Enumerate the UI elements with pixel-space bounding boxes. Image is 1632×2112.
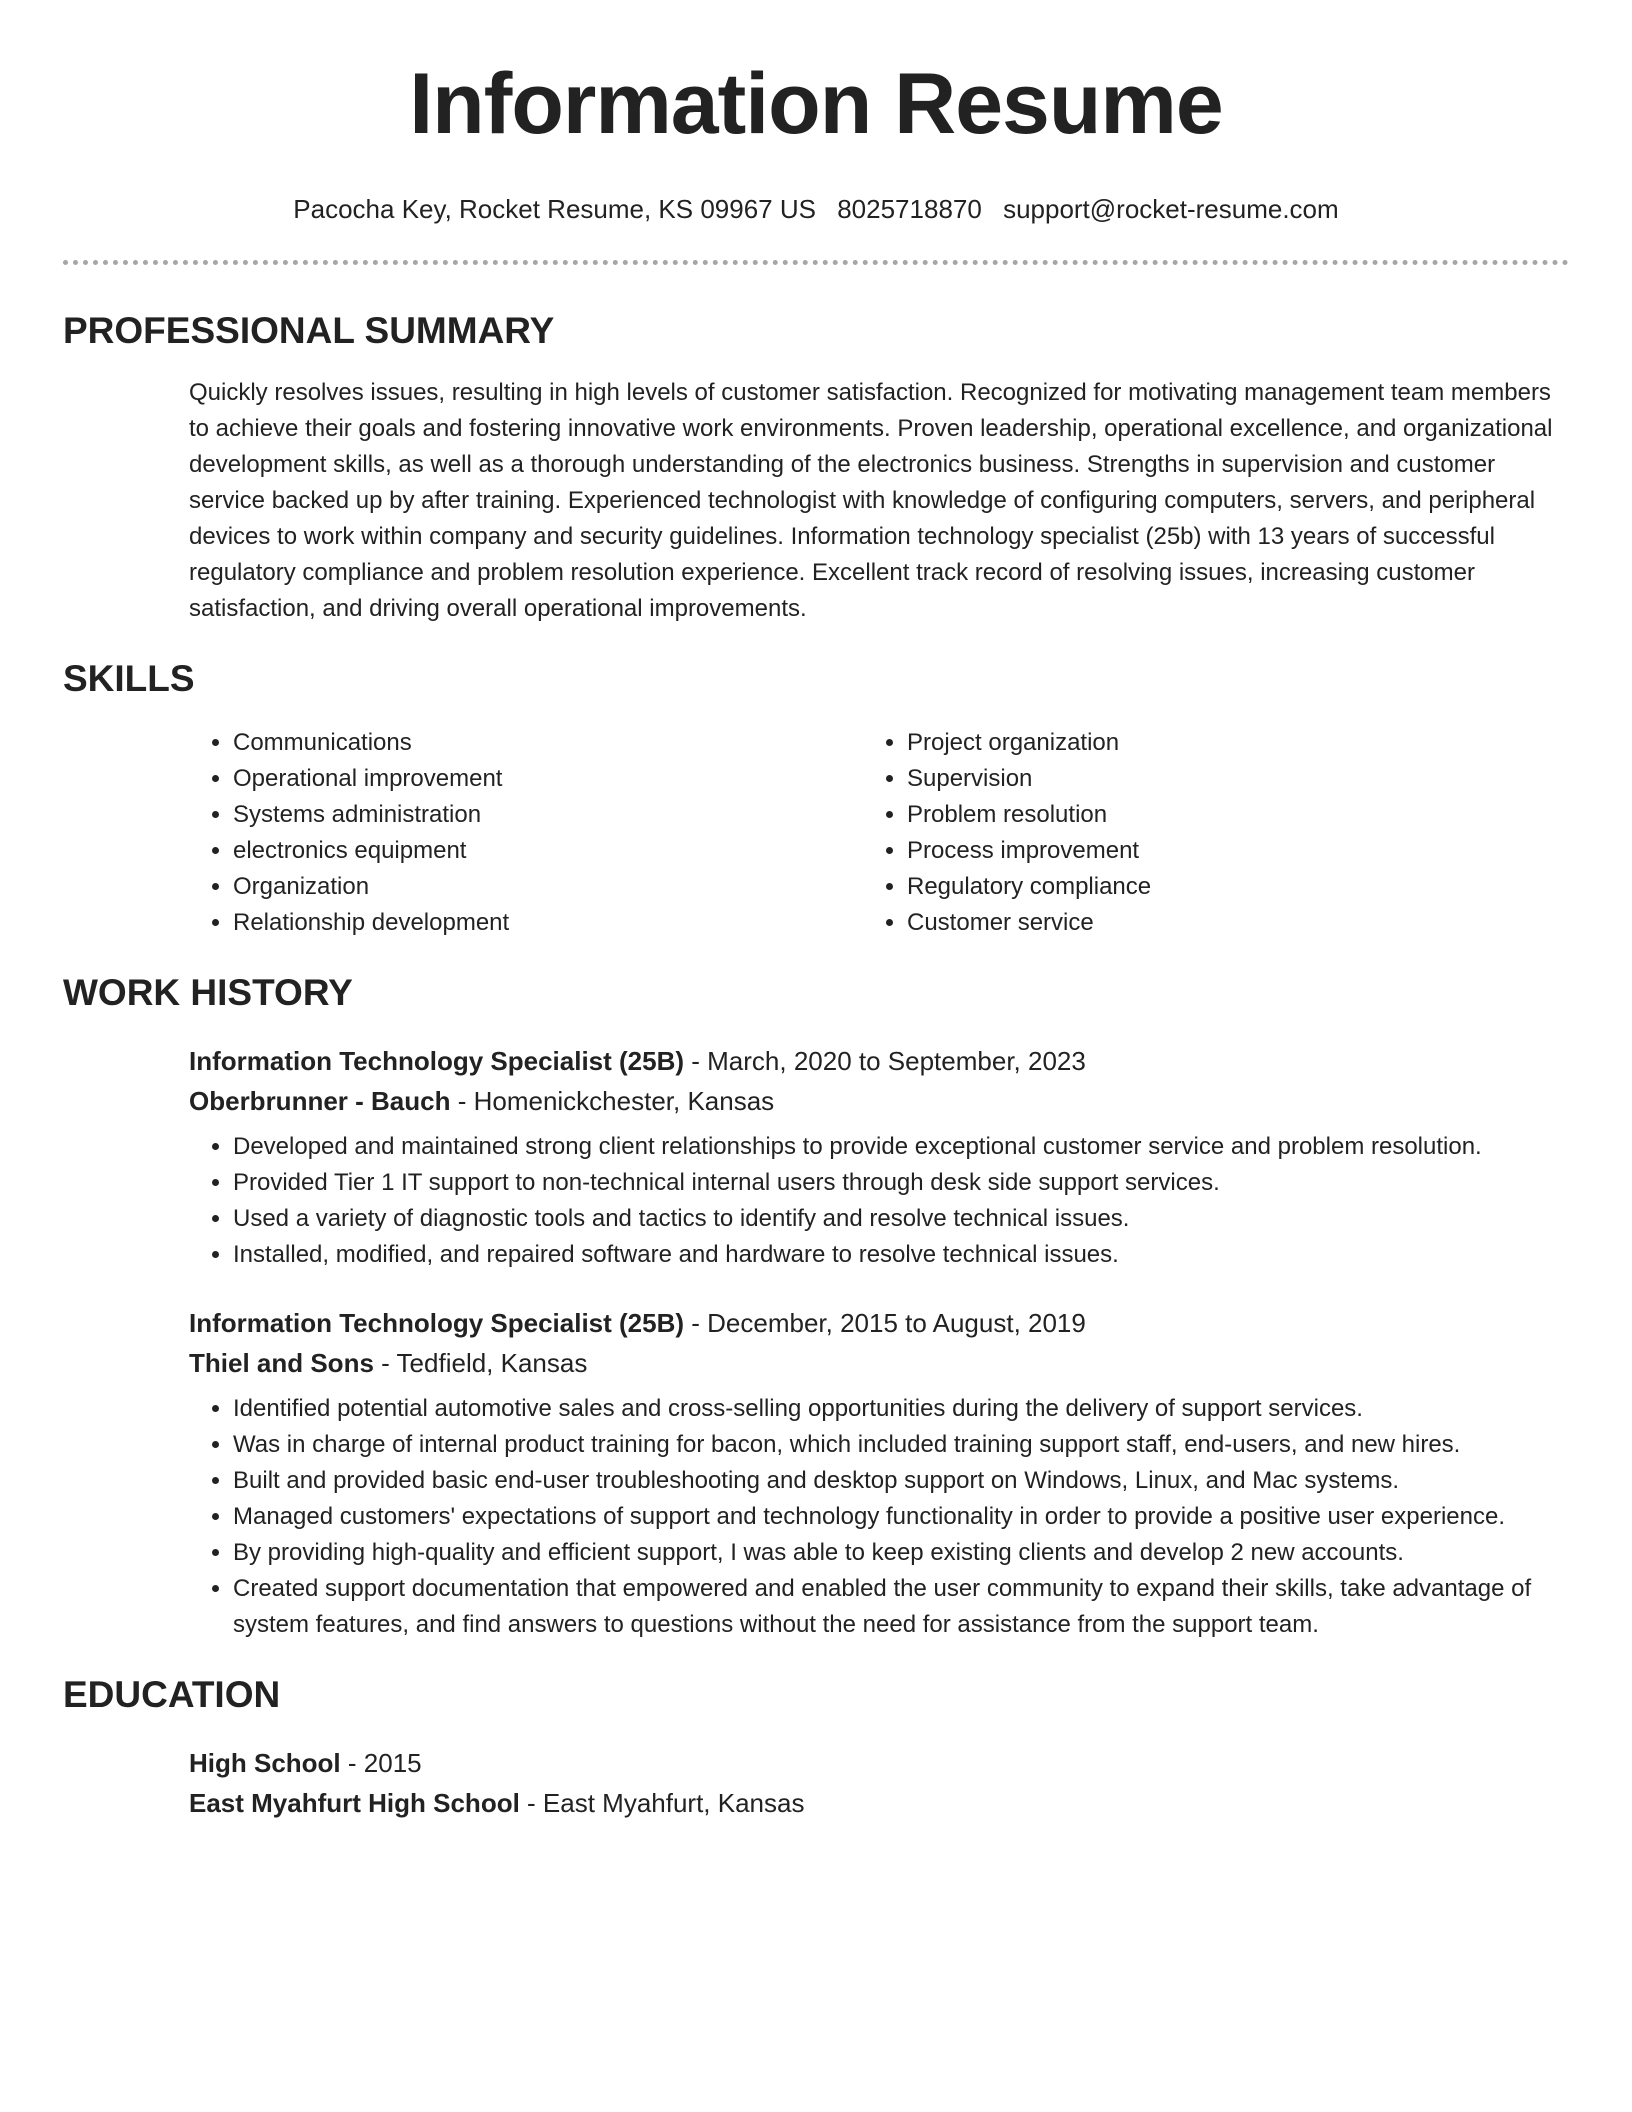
job-bullet: • Managed customers' expectations of support and technology functionality in order to provide a positive user experience. <box>233 1499 1569 1535</box>
education-entry <box>63 1743 1569 1823</box>
job-bullet: • Identified potential automotive sales and cross-selling opportunities during the delivery of support services. <box>233 1391 1569 1427</box>
education-school-line <box>189 1783 1569 1823</box>
skill-item: • Relationship development <box>233 905 863 941</box>
job-location: - Tedfield, Kansas <box>373 1348 588 1378</box>
job-entry <box>63 1041 1569 1273</box>
section-title-education: EDUCATION <box>63 1674 281 1715</box>
job-location: - Homenickchester, Kansas <box>450 1086 775 1116</box>
job-company-line <box>189 1343 1569 1383</box>
section-title-summary: PROFESSIONAL SUMMARY <box>63 310 555 351</box>
skill-item: • Operational improvement <box>233 761 863 797</box>
skills-list <box>63 725 1569 941</box>
skills-column-right <box>863 725 1151 941</box>
education-school: East Myahfurt High School <box>189 1788 520 1818</box>
job-bullet: • Was in charge of internal product training for bacon, which included training support staff, end-users, and new hires. <box>233 1427 1569 1463</box>
skill-item: • Communications <box>233 725 863 761</box>
skill-item: • Organization <box>233 869 863 905</box>
section-title-skills: SKILLS <box>63 658 195 699</box>
job-role: Information Technology Specialist (25B) <box>189 1046 685 1076</box>
job-bullet: • By providing high-quality and efficient support, I was able to keep existing clients and develop 2 new accounts. <box>233 1535 1569 1571</box>
job-bullet: • Created support documentation that empowered and enabled the user community to expand their skills, take advantage of system features, and find answers to questions without the need for assistance from the support team. <box>233 1571 1569 1643</box>
job-bullet: • Used a variety of diagnostic tools and tactics to identify and resolve technical issues. <box>233 1201 1569 1237</box>
skill-item: • Process improvement <box>907 833 1151 869</box>
job-dates: - March, 2020 to September, 2023 <box>684 1046 1086 1076</box>
skill-item: • electronics equipment <box>233 833 863 869</box>
skill-item: • Systems administration <box>233 797 863 833</box>
education-degree-line <box>189 1743 1569 1783</box>
contact-email: support@rocket-resume.com <box>1003 194 1339 224</box>
skill-item: • Customer service <box>907 905 1151 941</box>
summary-text: Quickly resolves issues, resulting in high levels of customer satisfaction. Recognized for motivating management team members to achieve their goals and fostering innovative work environments. Proven leadership, operational excellence, and organizational development skills, as well as a thorough understanding of the electronics business. Strengths in supervision and customer service backed up by after training. Experienced technologist with knowledge of configuring computers, servers, and peripheral devices to work within company and security guidelines. Information technology specialist (25b) with 13 years of successful regulatory compliance and problem resolution experience. Excellent track record of resolving issues, increasing customer satisfaction, and driving overall operational improvements. <box>189 379 1553 622</box>
job-company: Oberbrunner - Bauch <box>189 1086 451 1116</box>
skills-column-left <box>189 725 863 941</box>
contact-phone: 8025718870 <box>837 194 982 224</box>
job-role-line <box>189 1303 1569 1343</box>
contact-line <box>63 192 1569 226</box>
contact-address: Pacocha Key, Rocket Resume, KS 09967 US <box>293 194 816 224</box>
job-bullet: • Built and provided basic end-user troubleshooting and desktop support on Windows, Linux, and Mac systems. <box>233 1463 1569 1499</box>
education-year: - 2015 <box>340 1748 422 1778</box>
skill-item: • Problem resolution <box>907 797 1151 833</box>
header-divider <box>63 260 1569 265</box>
skill-item: • Supervision <box>907 761 1151 797</box>
education-location: - East Myahfurt, Kansas <box>519 1788 805 1818</box>
resume-title: Information Resume <box>409 56 1223 152</box>
job-company: Thiel and Sons <box>189 1348 374 1378</box>
job-entry <box>63 1303 1569 1643</box>
job-dates: - December, 2015 to August, 2019 <box>684 1308 1086 1338</box>
job-company-line <box>189 1081 1569 1121</box>
education-degree: High School <box>189 1748 341 1778</box>
job-bullet: • Developed and maintained strong client relationships to provide exceptional customer service and problem resolution. <box>233 1129 1569 1165</box>
skill-item: • Project organization <box>907 725 1151 761</box>
section-title-work: WORK HISTORY <box>63 972 353 1013</box>
job-role: Information Technology Specialist (25B) <box>189 1308 685 1338</box>
job-role-line <box>189 1041 1569 1081</box>
job-bullet: • Installed, modified, and repaired software and hardware to resolve technical issues. <box>233 1237 1569 1273</box>
skill-item: • Regulatory compliance <box>907 869 1151 905</box>
job-bullets <box>189 1129 1569 1273</box>
job-bullet: • Provided Tier 1 IT support to non-technical internal users through desk side support services. <box>233 1165 1569 1201</box>
job-bullets <box>189 1391 1569 1643</box>
